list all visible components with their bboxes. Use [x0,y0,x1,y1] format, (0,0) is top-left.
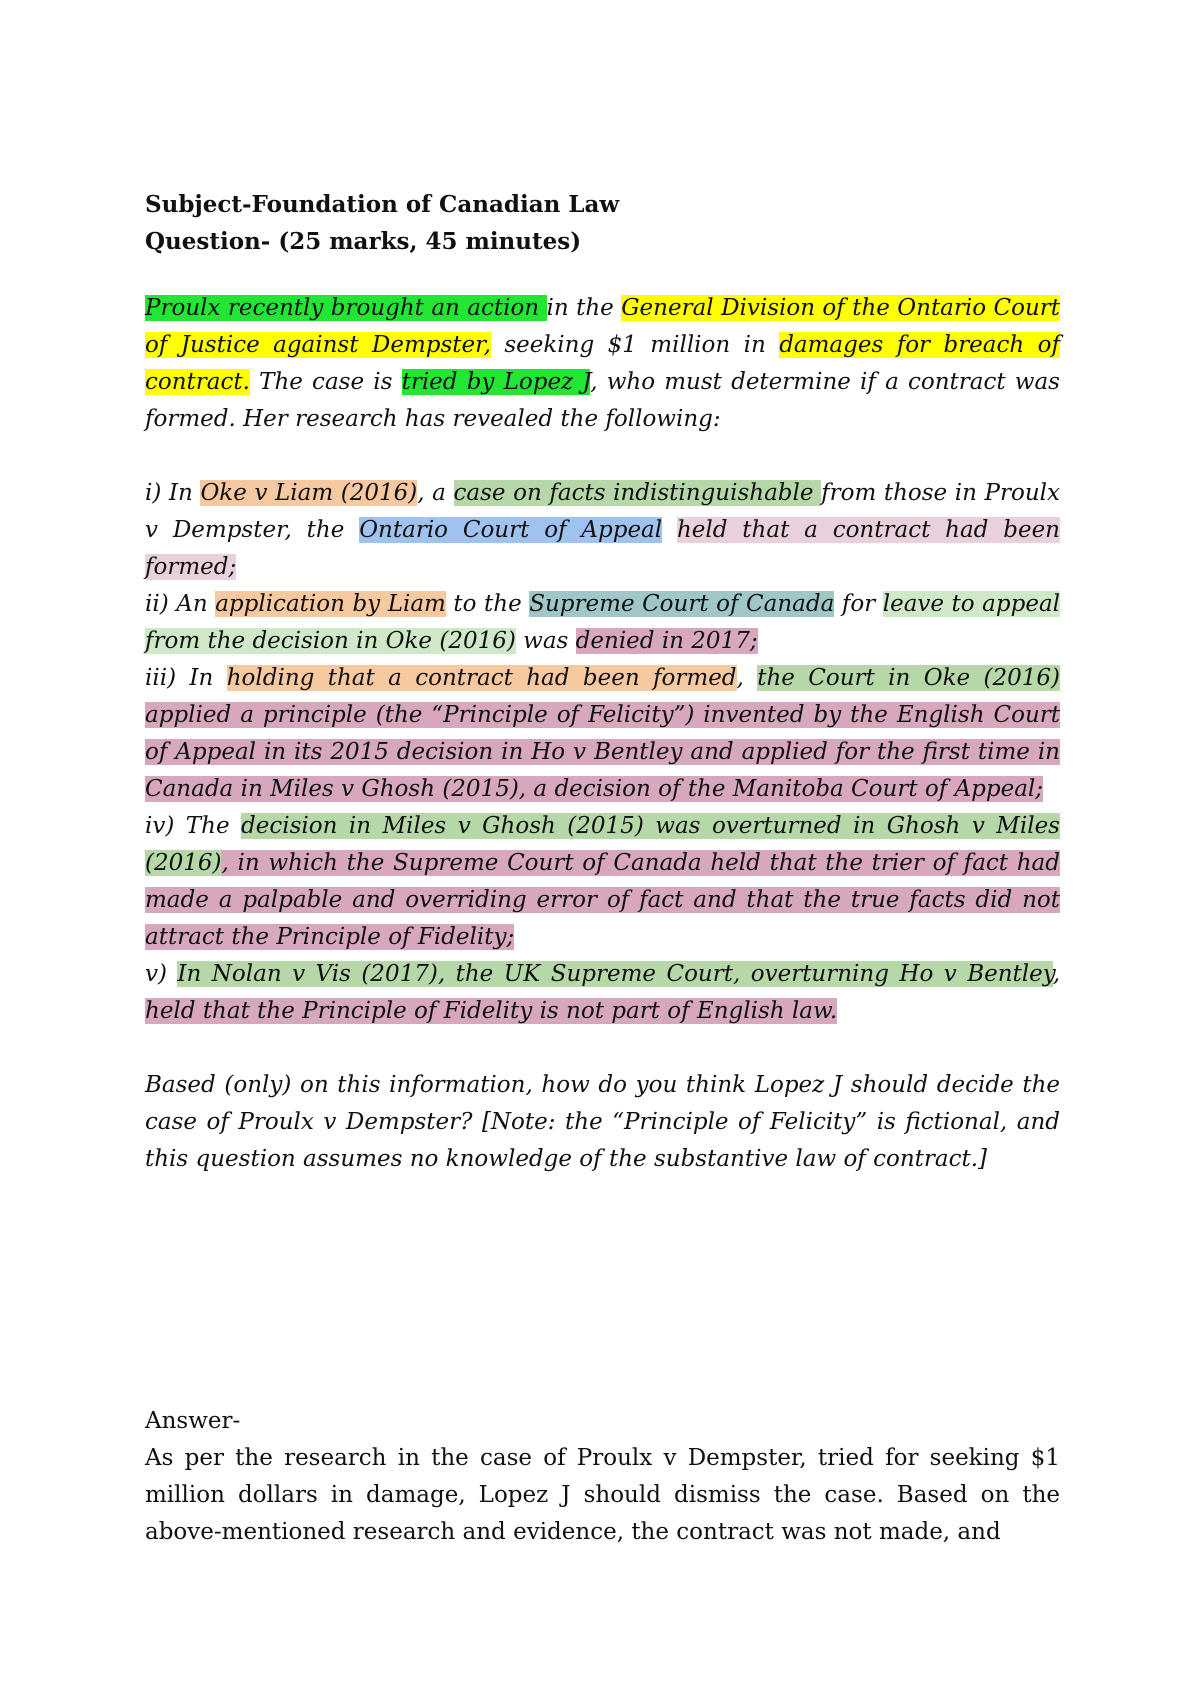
fact-segment: i) In [145,480,201,506]
answer-section [145,1403,1060,1551]
fact-segment: to the [445,591,530,617]
fact-segment: , [1052,961,1060,987]
intro-segment: seeking $1 million in [490,332,780,358]
fact-segment: for [834,591,883,617]
fact-segment: from those in Proulx v Dempster, the [145,480,1060,543]
fact-segment [662,517,677,543]
fact-iii [145,660,1060,808]
question-heading: Question- (25 marks, 45 minutes) [145,228,582,255]
intro-segment: damages for breach of contract. [145,332,1060,395]
fact-segment: leave to appeal from the decision in Oke (2016) [145,591,1061,654]
intro-segment: The case is [249,369,402,395]
intro-segment: tried by Lopez J [401,369,591,395]
fact-iv [145,808,1060,956]
fact-segment: holding that a contract had been formed [226,665,737,691]
fact-ii [145,586,1060,660]
fact-segment: the Court in Oke (2016) [757,665,1061,691]
intro-segment: General Division of the Ontario Court of Justice against Dempster, [145,295,1060,358]
fact-segment: , [736,665,758,691]
fact-v [145,956,1060,1030]
intro-segment: , who must determine if a contract was formed. Her research has revealed the following: [145,369,1060,432]
fact-segment: ii) An [145,591,216,617]
fact-segment: , a [417,480,454,506]
subject-heading: Subject-Foundation of Canadian Law [145,191,620,218]
fact-i [145,475,1060,586]
question-closing: Based (only) on this information, how do you think Lopez J should decide the case of Proulx v Dempster? [Note: the “Principle of Felicity” is fictional, and this question assumes no knowledge of the substantive law of contract.] [145,1072,1060,1172]
answer-label: Answer- [145,1408,241,1434]
fact-segment: Ontario Court of Appeal [359,517,663,543]
fact-segment: held that a contract had been formed; [145,517,1060,580]
fact-segment: application by Liam [215,591,446,617]
fact-segment: Oke v Liam (2016) [200,480,418,506]
spacer [145,1030,1060,1067]
fact-segment: was [515,628,576,654]
spacer [145,438,1060,475]
fact-segment: applied a principle (the “Principle of Felicity”) invented by the English Court of Appeal in its 2015 decision in Ho v Bentley and applied for the first time in Canada in Miles v Ghosh (2015), a decision of the Manitoba Court of Appeal; [145,702,1060,802]
fact-segment: case on facts indistinguishable [453,480,822,506]
fact-segment: decision in Miles v Ghosh (2015) was overturned in Ghosh v Miles (2016) [145,813,1060,876]
title-block [145,186,1060,260]
intro-segment: in the [546,295,622,321]
fact-segment: held that the Principle of Fidelity is not part of English law. [145,998,838,1024]
fact-segment: iii) In [145,665,227,691]
fact-segment: iv) The [145,813,242,839]
fact-segment: In Nolan v Vis (2017), the UK Supreme Court, overturning Ho v Bentley [177,961,1053,987]
answer-text: As per the research in the case of Proulx v Dempster, tried for seeking $1 million dollars in damage, Lopez J should dismiss the case. Based on the above-mentioned research and evidence, the contract was not made, and [145,1445,1060,1545]
intro-segment: Proulx recently brought an action [145,295,547,321]
fact-segment: v) [145,961,178,987]
fact-segment: Supreme Court of Canada [529,591,835,617]
question-intro [145,290,1060,438]
fact-segment: , in which the Supreme Court of Canada held that the trier of fact had made a palpable and overriding error of fact and that the true facts did not attract the Principle of Fidelity; [145,850,1060,950]
fact-segment: denied in 2017; [575,628,758,654]
question-body [145,290,1060,1178]
